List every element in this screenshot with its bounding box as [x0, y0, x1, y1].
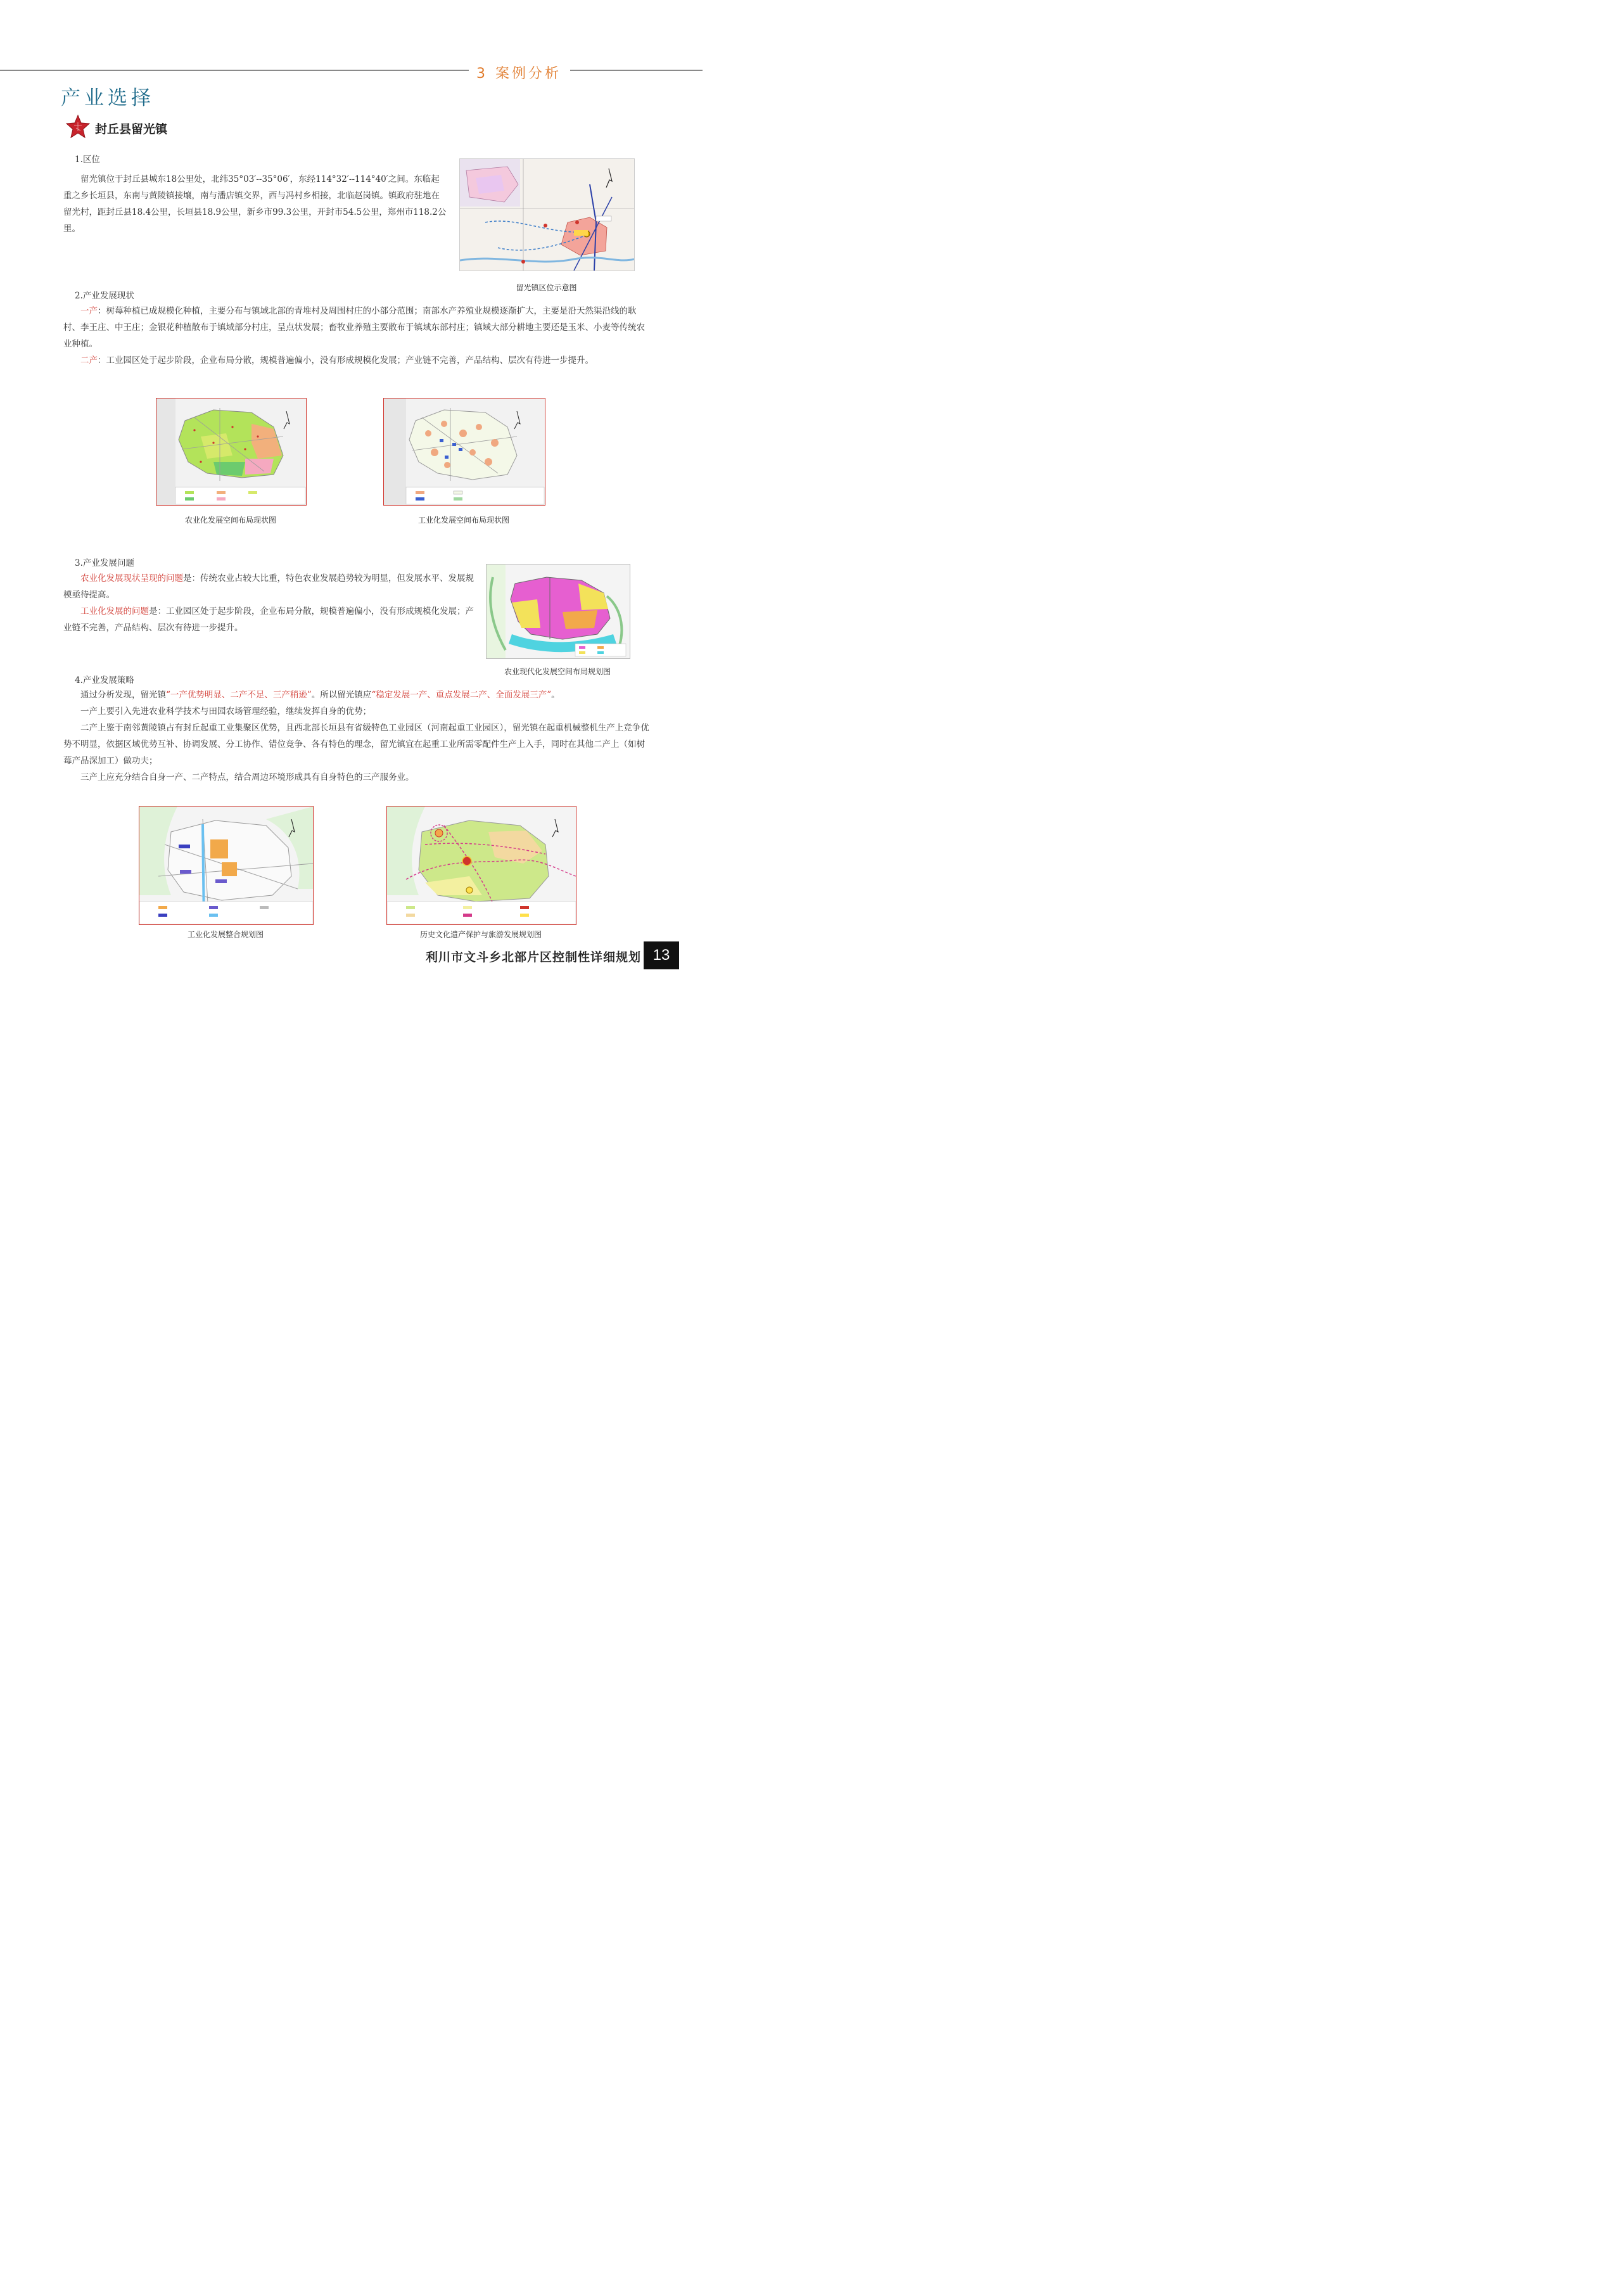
section-number: 3 [476, 66, 488, 82]
heritage-tourism-caption: 历史文化遗产保护与旅游发展规划图 [419, 930, 542, 939]
strategy-text-block [63, 687, 649, 786]
section-label [476, 63, 561, 82]
agri-problem-text: 是：传统农业占较大比重，特色农业发展趋势较为明显，但发展水平、发展规模亟待提高。 [63, 573, 474, 600]
status-heading: 2.产业发展现状 [75, 291, 134, 301]
industry-status-caption: 工业化发展空间布局现状图 [417, 516, 509, 525]
heritage-tourism-map-graphic [387, 807, 576, 924]
industry-problem-text: 是：工业园区处于起步阶段，企业布局分散，规模普遍偏小，没有形成规模化发展；产业链不完善，产品结构、层次有待进一步提升。 [63, 606, 474, 633]
location-map [459, 158, 635, 271]
agri-plan-map [486, 564, 630, 659]
secondary-text: ：工业园区处于起步阶段，企业布局分散，规模普遍偏小，没有形成规模化发展；产业链不完善，产品结构、层次有待进一步提升。 [98, 355, 594, 366]
strategy-direction: “稳定发展一产、重点发展二产、全面发展三产” [371, 690, 552, 700]
location-heading: 1.区位 [75, 155, 100, 165]
agri-status-caption: 农业化发展空间布局现状图 [184, 516, 276, 525]
agri-status-map [156, 398, 307, 506]
industry-status-map [383, 398, 545, 506]
agri-plan-caption: 农业现代化发展空间布局规划图 [504, 667, 611, 676]
status-secondary-paragraph [63, 352, 649, 369]
strategy-intro: 通过分析发现，留光镇 [80, 690, 166, 700]
location-map-graphic [460, 159, 634, 271]
industry-problem-label: 工业化发展的问题 [80, 606, 149, 616]
footer-title: 利川市文斗乡北部片区控制性详细规划 [426, 951, 642, 964]
header-rule-left [0, 70, 469, 71]
strategy-secondary-paragraph: 二产上鉴于南邻黄陵镇占有封丘起重工业集聚区优势，且西北部长垣县有省级特色工业园区（河南起重工业园区），留光镇在起重机械整机生产上竞争优势不明显，依据区域优势互补、协调发展、分工协作、错位竞争、各有特色的理念，留光镇宜在起重工业所需零配件生产上入手，同时在其他二产上（如树莓产品深加工）做功夫； [63, 723, 649, 766]
strategy-connector: 。所以留光镇应 [311, 690, 372, 700]
problems-text-block [63, 570, 476, 636]
industry-plan-map-graphic [139, 807, 313, 924]
industry-plan-caption: 工业化发展整合规划图 [187, 930, 264, 939]
agri-problem-label: 农业化发展现状呈现的问题 [80, 573, 183, 584]
location-text-block [63, 171, 447, 237]
section-title: 案例分析 [495, 66, 562, 82]
agri-plan-map-graphic [487, 564, 630, 658]
secondary-label: 二产 [80, 355, 98, 366]
page-number: 13 [644, 941, 679, 969]
strategy-heading: 4.产业发展策略 [75, 675, 134, 686]
strategy-summary-paragraph [63, 687, 649, 703]
star-icon [65, 114, 91, 139]
header-rule-right [570, 70, 703, 71]
strategy-finding: “一产优势明显、二产不足、三产稍逊” [166, 690, 312, 700]
strategy-end: 。 [551, 690, 560, 700]
page-title: 产业选择 [61, 87, 155, 110]
problems-agri-paragraph [63, 570, 476, 603]
agri-status-map-graphic [156, 399, 306, 505]
location-text: 留光镇位于封丘县城东18公里处，北纬35°03′--35°06′，东经114°32′--114°40′之间。东临起重之乡长垣县，东南与黄陵镇接壤，南与潘店镇交界，西与冯村乡相接，北临赵岗镇。镇政府驻地在留光村，距封丘县18.4公里，长垣县18.9公里，新乡市99.3公里，开封市54.5公里，郑州市118.2公里。 [63, 174, 447, 234]
industry-plan-map [139, 806, 314, 925]
primary-text: ：树莓种植已成规模化种植，主要分布与镇域北部的青堆村及周围村庄的小部分范围；南部水产养殖业规模逐渐扩大，主要是沿天然渠沿线的耿村、李王庄、中王庄；金银花种植散布于镇域部分村庄，呈点状发展；畜牧业养殖主要散布于镇域东部村庄；镇域大部分耕地主要还是玉米、小麦等传统农业种植。 [63, 306, 645, 349]
strategy-primary-paragraph: 一产上要引入先进农业科学技术与田园农场管理经验，继续发挥自身的优势； [80, 706, 371, 717]
primary-label: 一产 [80, 306, 98, 316]
problems-industry-paragraph [63, 603, 476, 636]
location-map-caption: 留光镇区位示意图 [516, 283, 577, 292]
strategy-tertiary-paragraph: 三产上应充分结合自身一产、二产特点，结合周边环境形成具有自身特色的三产服务业。 [80, 772, 414, 782]
industry-status-map-graphic [384, 399, 545, 505]
status-primary-paragraph [63, 303, 649, 352]
heritage-tourism-map [386, 806, 576, 925]
subject-title: 封丘县留光镇 [95, 123, 168, 136]
problems-heading: 3.产业发展问题 [75, 558, 134, 568]
status-text-block [63, 303, 649, 369]
